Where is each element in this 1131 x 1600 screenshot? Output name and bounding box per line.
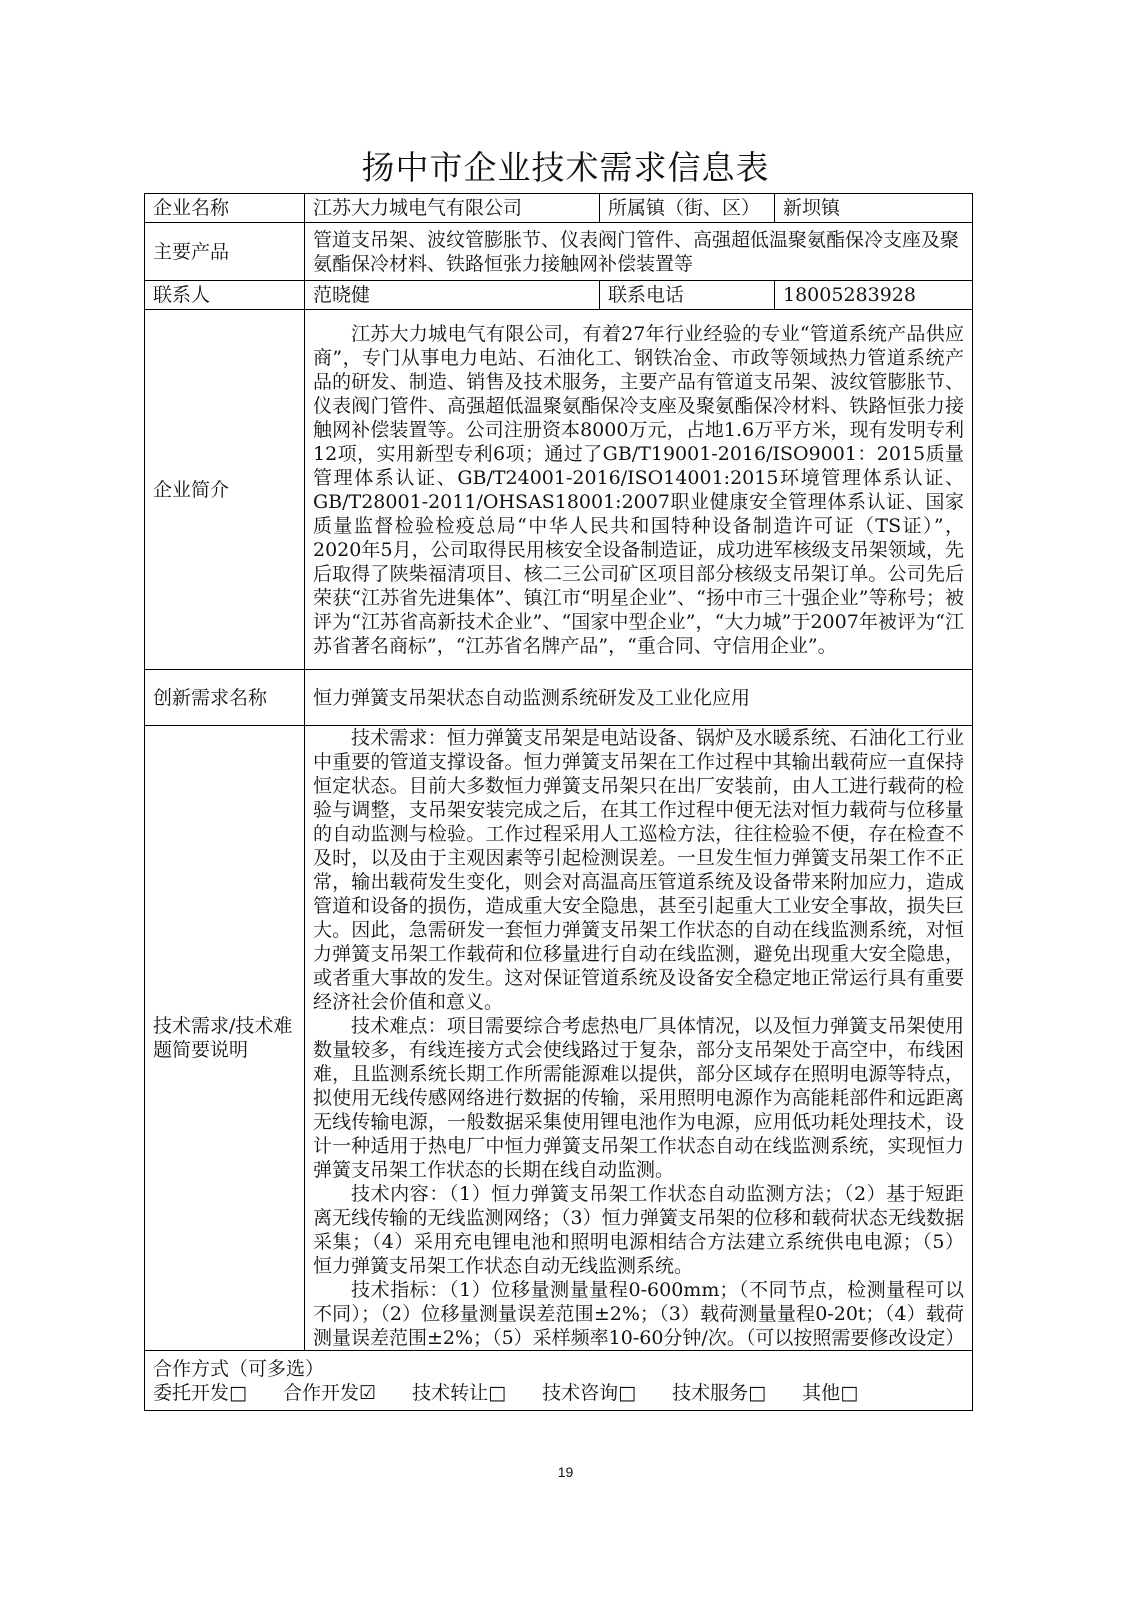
checkbox-empty-icon[interactable]: □ [840,1381,859,1404]
option-cooperative-dev[interactable] [283,1382,376,1404]
intro-text: 江苏大力城电气有限公司，有着27年行业经验的专业“管道系统产品供应商”，专门从事电力电站、石油化工、钢铁冶金、市政等领域热力管道系统产品的研发、制造、销售及技术服务，主要产品有管道支吊架、波纹管膨胀节、仪表阀门管件、高强超低温聚氨酯保冷支座及聚氨酯保冷材料、铁路恒张力接触网补偿装置等。公司注册资本8000万元，占地1.6万平方米，现有发明专利12项，实用新型专利6项；通过了GB/T19001-2016/ISO9001：2015质量管理体系认证、GB/T24001-2016/ISO14001:2015环境管理体系认证、GB/T28001-2011/OHSAS18001:2007职业健康安全管理体系认证、国家质量监督检验检疫总局“中华人民共和国特种设备制造许可证（TS证）”，2020年5月，公司取得民用核安全设备制造证，成功进军核级支吊架领域，先后取得了陕柴福清项目、核二三公司矿区项目部分核级支吊架订单。公司先后荣获“江苏省先进集体”、镇江市“明星企业”、“扬中市三十强企业”等称号；被评为“江苏省高新技术企业”、“国家中型企业”，“大力城”于2007年被评为“江苏省著名商标”，“江苏省名牌产品”，“重合同、守信用企业”。 [313,322,964,657]
checkbox-empty-icon[interactable]: □ [229,1381,247,1404]
demand-desc-cell [305,726,973,1351]
phone-value: 18005283928 [775,281,973,310]
demand-name-label: 创新需求名称 [145,670,305,726]
checkbox-empty-icon[interactable]: □ [488,1381,507,1404]
checkbox-empty-icon[interactable]: □ [618,1381,637,1404]
option-label: 其他 [802,1381,841,1404]
row-contact [145,281,973,310]
products-value: 管道支吊架、波纹管膨胀节、仪表阀门管件、高强超低温聚氨酯保冷支座及聚氨酯保冷材料、铁路恒张力接触网补偿装置等 [305,223,973,281]
option-tech-consulting[interactable] [542,1382,636,1404]
town-label: 所属镇（街、区） [600,194,775,223]
option-other[interactable] [802,1382,858,1404]
intro-label: 企业简介 [145,310,305,670]
company-name-value: 江苏大力城电气有限公司 [305,194,600,223]
products-label: 主要产品 [145,223,305,281]
page-title: 扬中市企业技术需求信息表 [361,148,770,187]
option-tech-transfer[interactable] [412,1382,506,1404]
demand-info-table [144,193,973,1411]
option-label: 技术服务 [672,1381,749,1404]
company-name-label: 企业名称 [145,194,305,223]
content-paragraph: 技术内容：（1）恒力弹簧支吊架工作状态自动监测方法；（2）基于短距离无线传输的无线监测网络；（3）恒力弹簧支吊架的位移和载荷状态无线数据采集；（4）采用充电锂电池和照明电源相结合方法建立系统供电电源；（5）恒力弹簧支吊架工作状态自动无线监测系统。 [313,1183,964,1277]
option-label: 合作开发 [283,1381,360,1404]
contact-label: 联系人 [145,281,305,310]
phone-label: 联系电话 [600,281,775,310]
demand-paragraph: 技术需求：恒力弹簧支吊架是电站设备、锅炉及水暖系统、石油化工行业中重要的管道支撑设备。恒力弹簧支吊架在工作过程中其输出载荷应一直保持恒定状态。目前大多数恒力弹簧支吊架只在出厂安装前，由人工进行载荷的检验与调整，支吊架安装完成之后，在其工作过程中便无法对恒力载荷与位移量的自动监测与检验。工作过程采用人工巡检方法，往往检验不便，存在检查不及时，以及由于主观因素等引起检测误差。一旦发生恒力弹簧支吊架工作不正常，输出载荷发生变化，则会对高温高压管道系统及设备带来附加应力，造成管道和设备的损伤，造成重大安全隐患，甚至引起重大工业安全事故，损失巨大。因此，急需研发一套恒力弹簧支吊架工作状态的自动在线监测系统，对恒力弹簧支吊架工作载荷和位移量进行自动在线监测，避免出现重大安全隐患，或者重大事故的发生。这对保证管道系统及设备安全稳定地正常运行具有重要经济社会价值和意义。 [313,727,964,1013]
row-demand-desc [145,726,973,1351]
row-demand-name [145,670,973,726]
demand-name-value: 恒力弹簧支吊架状态自动监测系统研发及工业化应用 [305,670,973,726]
row-cooperation [145,1351,973,1411]
indicator-paragraph: 技术指标：（1）位移量测量量程0-600mm；（不同节点，检测量程可以不同）；（2）位移量测量误差范围±2%；（3）载荷测量量程0-20t；（4）载荷测量误差范围±2%；（5）采样频率10-60分钟/次。（可以按照需要修改设定） [313,1279,965,1349]
row-products [145,223,973,281]
option-tech-service[interactable] [672,1382,766,1404]
cooperation-label: 合作方式（可多选） [153,1357,325,1380]
option-label: 技术转让 [412,1381,489,1404]
option-label: 委托开发 [153,1381,230,1404]
cooperation-cell [145,1351,973,1411]
row-company [145,194,973,223]
option-label: 技术咨询 [542,1381,619,1404]
contact-value: 范晓健 [305,281,600,310]
town-value: 新坝镇 [775,194,973,223]
option-commissioned-dev[interactable] [153,1382,247,1404]
checkbox-empty-icon[interactable]: □ [748,1381,767,1404]
cooperation-options [153,1381,964,1405]
difficulty-paragraph: 技术难点：项目需要综合考虑热电厂具体情况，以及恒力弹簧支吊架使用数量较多，有线连接方式会使线路过于复杂，部分支吊架处于高空中，布线困难，且监测系统长期工作所需能源难以提供，部分区域存在照明电源等特点，拟使用无线传感网络进行数据的传输，采用照明电源作为高能耗部件和远距离无线传输电源，一般数据采集使用锂电池作为电源，应用低功耗处理技术，设计一种适用于热电厂中恒力弹簧支吊架工作状态自动在线监测系统，实现恒力弹簧支吊架工作状态的长期在线自动监测。 [313,1015,964,1181]
demand-desc-label: 技术需求/技术难题简要说明 [145,726,305,1351]
intro-cell [305,310,973,670]
checkbox-checked-icon[interactable]: ☑ [359,1381,377,1404]
page-number: 19 [557,1464,574,1480]
row-intro [145,310,973,670]
